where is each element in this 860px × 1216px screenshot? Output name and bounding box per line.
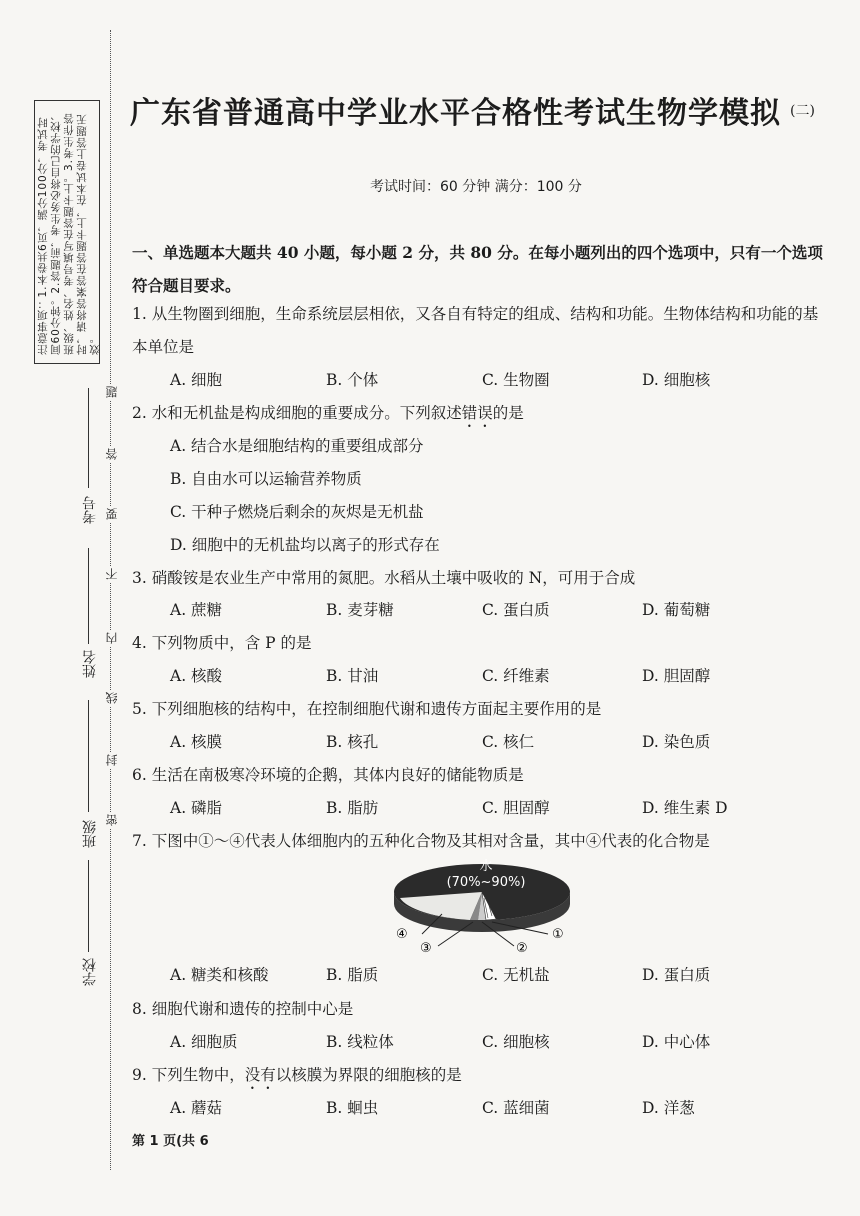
- q1-option-d[interactable]: D. 细胞核: [642, 371, 711, 389]
- q8-option-a[interactable]: A. 细胞质: [170, 1033, 238, 1051]
- q6-option-b[interactable]: B. 脂肪: [326, 799, 379, 817]
- exam-title: 广东省普通高中学业水平合格性考试生物学模拟: [130, 96, 781, 131]
- q7-option-a[interactable]: A. 糖类和核酸: [170, 966, 269, 984]
- q7-option-b[interactable]: B. 脂质: [326, 966, 379, 984]
- question-7: 7. 下图中①～④代表人体细胞内的五种化合物及其相对含量，其中④代表的化合物是: [132, 832, 710, 850]
- seal-char: 答: [105, 448, 119, 460]
- q6-option-d[interactable]: D. 维生素 D: [642, 799, 728, 817]
- question-4: 4. 下列物质中，含 P 的是: [132, 634, 312, 652]
- q6-option-c[interactable]: C. 胆固醇: [482, 799, 550, 817]
- question-2: [132, 401, 524, 431]
- q2-stem-post: 的是: [492, 404, 524, 422]
- seal-char: 密: [105, 814, 119, 826]
- field-class: 班级: [82, 820, 98, 848]
- question-3: 3. 硝酸铵是农业生产中常用的氮肥。水稻从土壤中吸收的 N，可用于合成: [132, 569, 636, 587]
- section-instructions: 本大题共 40 小题，每小题 2 分，共 80 分。在每小题列出的四个选项中，只有一个选项符合题目要求。: [132, 243, 823, 295]
- q2-option-d[interactable]: D. 细胞中的无机盐均以离子的形式存在: [170, 536, 440, 554]
- q4-option-a[interactable]: A. 核酸: [170, 667, 223, 685]
- q6-option-a[interactable]: A. 磷脂: [170, 799, 223, 817]
- q9-option-b[interactable]: B. 蛔虫: [326, 1099, 379, 1117]
- title-corner-mark: (二): [790, 103, 815, 119]
- q8-option-c[interactable]: C. 细胞核: [482, 1033, 550, 1051]
- notice-box: [34, 100, 100, 364]
- field-school-line[interactable]: [88, 860, 89, 952]
- q5-option-d[interactable]: D. 染色质: [642, 733, 711, 751]
- q1-option-a[interactable]: A. 细胞: [170, 371, 223, 389]
- q4-option-d[interactable]: D. 胆固醇: [642, 667, 711, 685]
- q7-option-d[interactable]: D. 蛋白质: [642, 966, 711, 984]
- seal-char: 内: [105, 632, 119, 644]
- q5-option-c[interactable]: C. 核仁: [482, 733, 535, 751]
- q9-stem-emphasis: 没有: [244, 1066, 276, 1084]
- q4-option-c[interactable]: C. 纤维素: [482, 667, 550, 685]
- pie-marker-2: ②: [516, 941, 528, 956]
- q1-option-c[interactable]: C. 生物圈: [482, 371, 550, 389]
- q3-option-d[interactable]: D. 葡萄糖: [642, 601, 711, 619]
- page-footer: 第 1 页(共 6: [132, 1134, 209, 1149]
- field-class-line[interactable]: [88, 700, 89, 812]
- field-school: 学校: [82, 958, 98, 986]
- q2-option-b[interactable]: B. 自由水可以运输营养物质: [170, 470, 362, 488]
- binding-dotted-line: [110, 30, 111, 1170]
- pie-water-range: (70%~90%): [446, 875, 526, 890]
- field-name-line[interactable]: [88, 548, 89, 644]
- q1-option-b[interactable]: B. 个体: [326, 371, 379, 389]
- q3-option-b[interactable]: B. 麦芽糖: [326, 601, 394, 619]
- section-title: 一、单选题: [132, 243, 210, 262]
- seal-char: 封: [105, 754, 119, 766]
- q4-option-b[interactable]: B. 甘油: [326, 667, 379, 685]
- q9-stem-pre: 9. 下列生物中，: [132, 1066, 245, 1084]
- question-5: 5. 下列细胞核的结构中，在控制细胞代谢和遗传方面起主要作用的是: [132, 700, 602, 718]
- question-1: 1. 从生物圈到细胞，生命系统层层相依，又各自有特定的组成、结构和功能。生物体结构和功能的基本单位是: [132, 305, 819, 356]
- field-name: 姓名: [82, 650, 98, 678]
- section-heading: [132, 236, 832, 302]
- question-9: [132, 1063, 462, 1093]
- compound-pie-figure: [382, 852, 582, 962]
- q2-stem-emphasis: 错误: [461, 404, 493, 422]
- pie-marker-3: ③: [420, 941, 432, 956]
- pie-marker-4: ④: [396, 927, 408, 942]
- q9-option-c[interactable]: C. 蓝细菌: [482, 1099, 550, 1117]
- q7-option-c[interactable]: C. 无机盐: [482, 966, 550, 984]
- q3-option-c[interactable]: C. 蛋白质: [482, 601, 550, 619]
- exam-meta: 考试时间：60 分钟 满分：100 分: [370, 179, 582, 195]
- question-6: 6. 生活在南极寒冷环境的企鹅，其体内良好的储能物质是: [132, 766, 524, 784]
- q8-option-b[interactable]: B. 线粒体: [326, 1033, 394, 1051]
- q5-option-a[interactable]: A. 核膜: [170, 733, 223, 751]
- q5-option-b[interactable]: B. 核孔: [326, 733, 379, 751]
- q8-option-d[interactable]: D. 中心体: [642, 1033, 711, 1051]
- seal-char: 不: [105, 568, 119, 580]
- q9-stem-post: 以核膜为界限的细胞核的是: [275, 1066, 462, 1084]
- field-exam-number: 考号: [82, 496, 98, 524]
- pie-water-label: 水: [479, 859, 493, 874]
- field-exam-number-line[interactable]: [88, 388, 89, 488]
- q9-option-d[interactable]: D. 洋葱: [642, 1099, 695, 1117]
- q2-stem-pre: 2. 水和无机盐是构成细胞的重要成分。下列叙述: [132, 404, 462, 422]
- seal-char: 要: [105, 508, 119, 520]
- pie-marker-1: ①: [552, 927, 564, 942]
- notice-text: 注意事项：1.本卷共6页，满分100分，考试时间60分钟。2.答题前，考生务必将自己的学校、班级、姓名、考号填写在答题卡上。3.考生作答时，请将答案答在答题卡上，在本试卷上答题无效。: [37, 109, 101, 355]
- q3-option-a[interactable]: A. 蔗糖: [170, 601, 223, 619]
- seal-char: 题: [105, 386, 119, 398]
- q2-option-a[interactable]: A. 结合水是细胞结构的重要组成部分: [170, 437, 424, 455]
- question-8: 8. 细胞代谢和遗传的控制中心是: [132, 1000, 354, 1018]
- seal-char: 线: [105, 692, 119, 704]
- q9-option-a[interactable]: A. 蘑菇: [170, 1099, 223, 1117]
- q2-option-c[interactable]: C. 干种子燃烧后剩余的灰烬是无机盐: [170, 503, 424, 521]
